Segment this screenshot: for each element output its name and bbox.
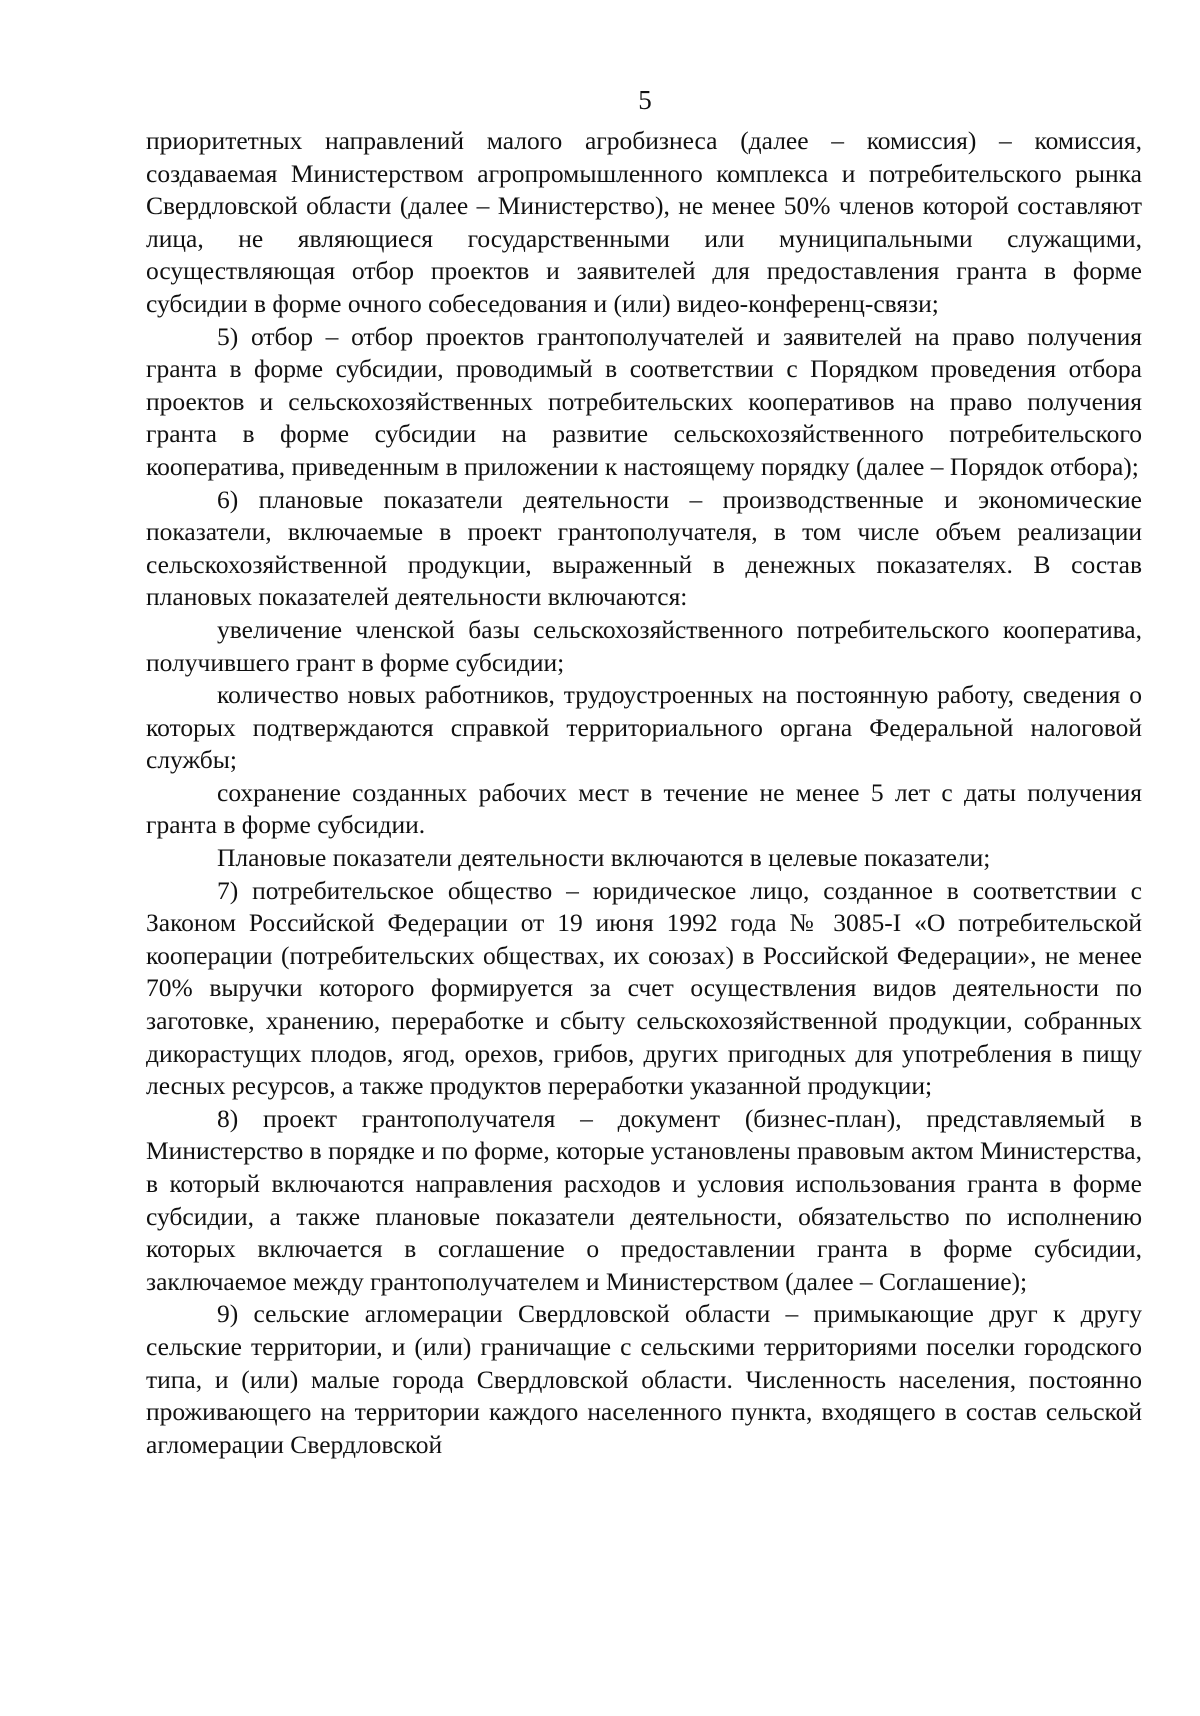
paragraph-new-employees: количество новых работников, трудоустроенных на постоянную работу, сведения о которых подтверждаются справкой территориального органа Федеральной налоговой службы; xyxy=(146,680,1142,775)
paragraph-item-6-planned-indicators: 6) плановые показатели деятельности – производственные и экономические показатели, включаемые в проект грантополучателя, в том числе объем реализации сельскохозяйственной продукции, выраженный в денежных показателях. В состав плановых показателей деятельности включаются: xyxy=(146,484,1142,612)
paragraph-item-8-project: 8) проект грантополучателя – документ (бизнес-план), представляемый в Министерство в порядке и по форме, которые установлены правовым актом Министерства, в который включаются направления расходов и условия использования гранта в форме субсидии, а также плановые показатели деятельности, обязательство по исполнению которых включается в соглашение о предоставлении гранта в форме субсидии, заключаемое между грантополучателем и Министерством (далее – Соглашение); xyxy=(146,1103,1142,1296)
paragraph-item-5-selection: 5) отбор – отбор проектов грантополучателей и заявителей на право получения гранта в форме субсидии, проводимый в соответствии с Порядком проведения отбора проектов и сельскохозяйственных потребительских кооперативов на право получения гранта в форме субсидии на развитие сельскохозяйственного потребительского кооператива, приведенным в приложении к настоящему порядку (далее – Порядок отбора); xyxy=(146,321,1142,481)
page-number: 5 xyxy=(638,85,652,115)
paragraph-jobs-retention: сохранение созданных рабочих мест в течение не менее 5 лет с даты получения гранта в форме субсидии. xyxy=(146,777,1142,840)
paragraph-item-7-consumer-society: 7) потребительское общество – юридическое лицо, созданное в соответствии с Законом Российской Федерации от 19 июня 1992 года № 3085-I «О потребительской кооперации (потребительских обществах, их союзах) в Российской Федерации», не менее 70% выручки которого формируется за счет осуществления видов деятельности по заготовке, хранению, переработке и сбыту сельскохозяйственной продукции, собранных дикорастущих плодов, ягод, орехов, грибов, других пригодных для употребления в пищу лесных ресурсов, а также продуктов переработки указанной продукции; xyxy=(146,875,1142,1101)
paragraph-membership-growth: увеличение членской базы сельскохозяйственного потребительского кооператива, получившего грант в форме субсидии; xyxy=(146,614,1142,677)
paragraph-item-9-agglomerations: 9) сельские агломерации Свердловской области – примыкающие друг к другу сельские территории, и (или) граничащие с сельскими территориями поселки городского типа, и (или) малые города Свердловской области. Численность населения, постоянно проживающего на территории каждого населенного пункта, входящего в состав сельской агломерации Свердловской xyxy=(146,1299,1142,1459)
document-body xyxy=(146,125,1142,1461)
paragraph-commission-definition: приоритетных направлений малого агробизнеса (далее – комиссия) – комиссия, создаваемая Министерством агропромышленного комплекса и потребительского рынка Свердловской области (далее – Министерство), не менее 50% членов которой составляют лица, не являющиеся государственными или муниципальными служащими, осуществляющая отбор проектов и заявителей для предоставления гранта в форме субсидии в форме очного собеседования и (или) видео-конференц-связи; xyxy=(146,126,1142,318)
paragraph-target-indicators: Плановые показатели деятельности включаются в целевые показатели; xyxy=(217,843,991,873)
